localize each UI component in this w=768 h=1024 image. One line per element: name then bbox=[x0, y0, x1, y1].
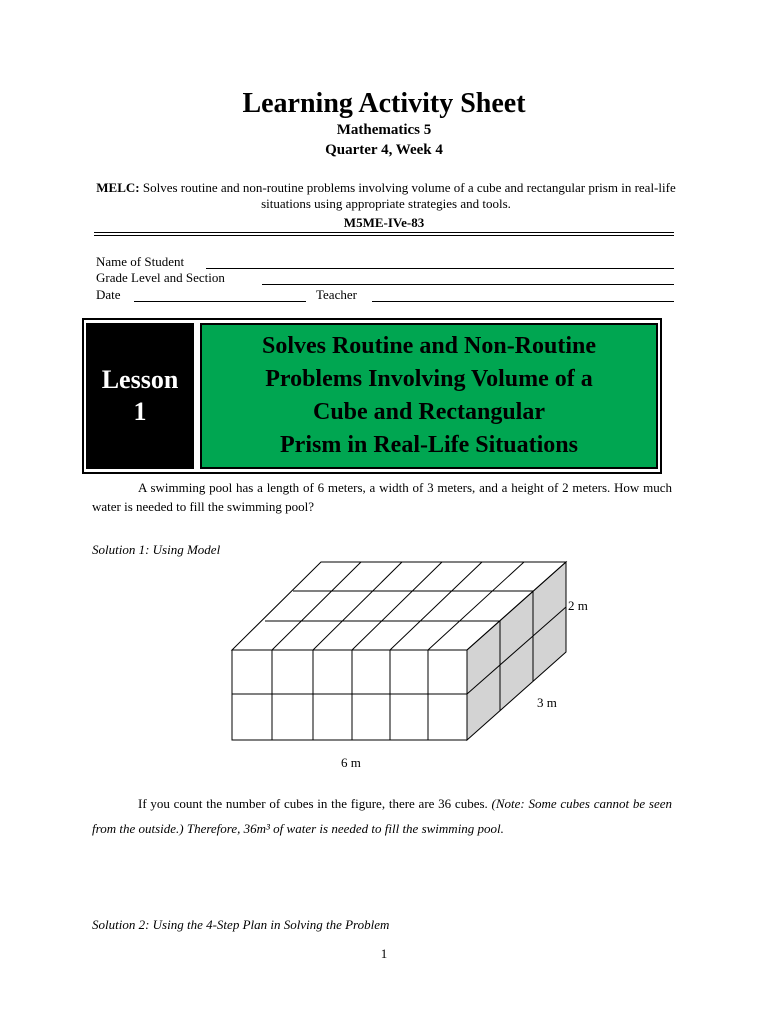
name-label: Name of Student bbox=[96, 254, 185, 269]
lesson-title-line: Cube and Rectangular bbox=[312, 399, 546, 425]
solution-1-heading: Solution 1: Using Model bbox=[92, 542, 221, 557]
count-text: If you count the number of cubes in the figure, there are 36 cubes. bbox=[138, 796, 492, 811]
teacher-label: Teacher bbox=[316, 287, 357, 302]
height-label: 2 m bbox=[568, 598, 588, 613]
subject-line: Mathematics 5 bbox=[336, 122, 432, 138]
lesson-word: Lesson bbox=[101, 365, 179, 394]
quarter-line: Quarter 4, Week 4 bbox=[325, 142, 443, 158]
date-label: Date bbox=[96, 287, 121, 302]
lesson-title-line: Problems Involving Volume of a bbox=[265, 366, 593, 392]
page-title: Learning Activity Sheet bbox=[242, 88, 526, 119]
melc-label: MELC: bbox=[96, 180, 140, 195]
length-label: 6 m bbox=[341, 755, 361, 770]
width-label: 3 m bbox=[537, 695, 557, 710]
count-note: (Note: Some cubes cannot be seen from the outside.) Therefore, 36m³ of water is needed to fill the swimming pool. bbox=[92, 796, 672, 836]
lesson-number: 1 bbox=[133, 397, 147, 426]
melc-text: Solves routine and non-routine problems involving volume of a cube and rectangular prism in real-life situations using appropriate strategies and tools. bbox=[139, 180, 676, 211]
page-number: 1 bbox=[380, 946, 388, 961]
count-paragraph bbox=[92, 791, 672, 841]
lesson-title-line: Solves Routine and Non-Routine bbox=[261, 333, 597, 359]
melc-code: M5ME-IVe-83 bbox=[343, 215, 425, 230]
lesson-title-line: Prism in Real-Life Situations bbox=[280, 432, 578, 458]
problem-text: A swimming pool has a length of 6 meters, a width of 3 meters, and a height of 2 meters. How much water is needed to fill the swimming pool? bbox=[92, 480, 672, 514]
solution-2-heading: Solution 2: Using the 4-Step Plan in Solving the Problem bbox=[92, 917, 390, 932]
grade-label: Grade Level and Section bbox=[96, 270, 225, 285]
